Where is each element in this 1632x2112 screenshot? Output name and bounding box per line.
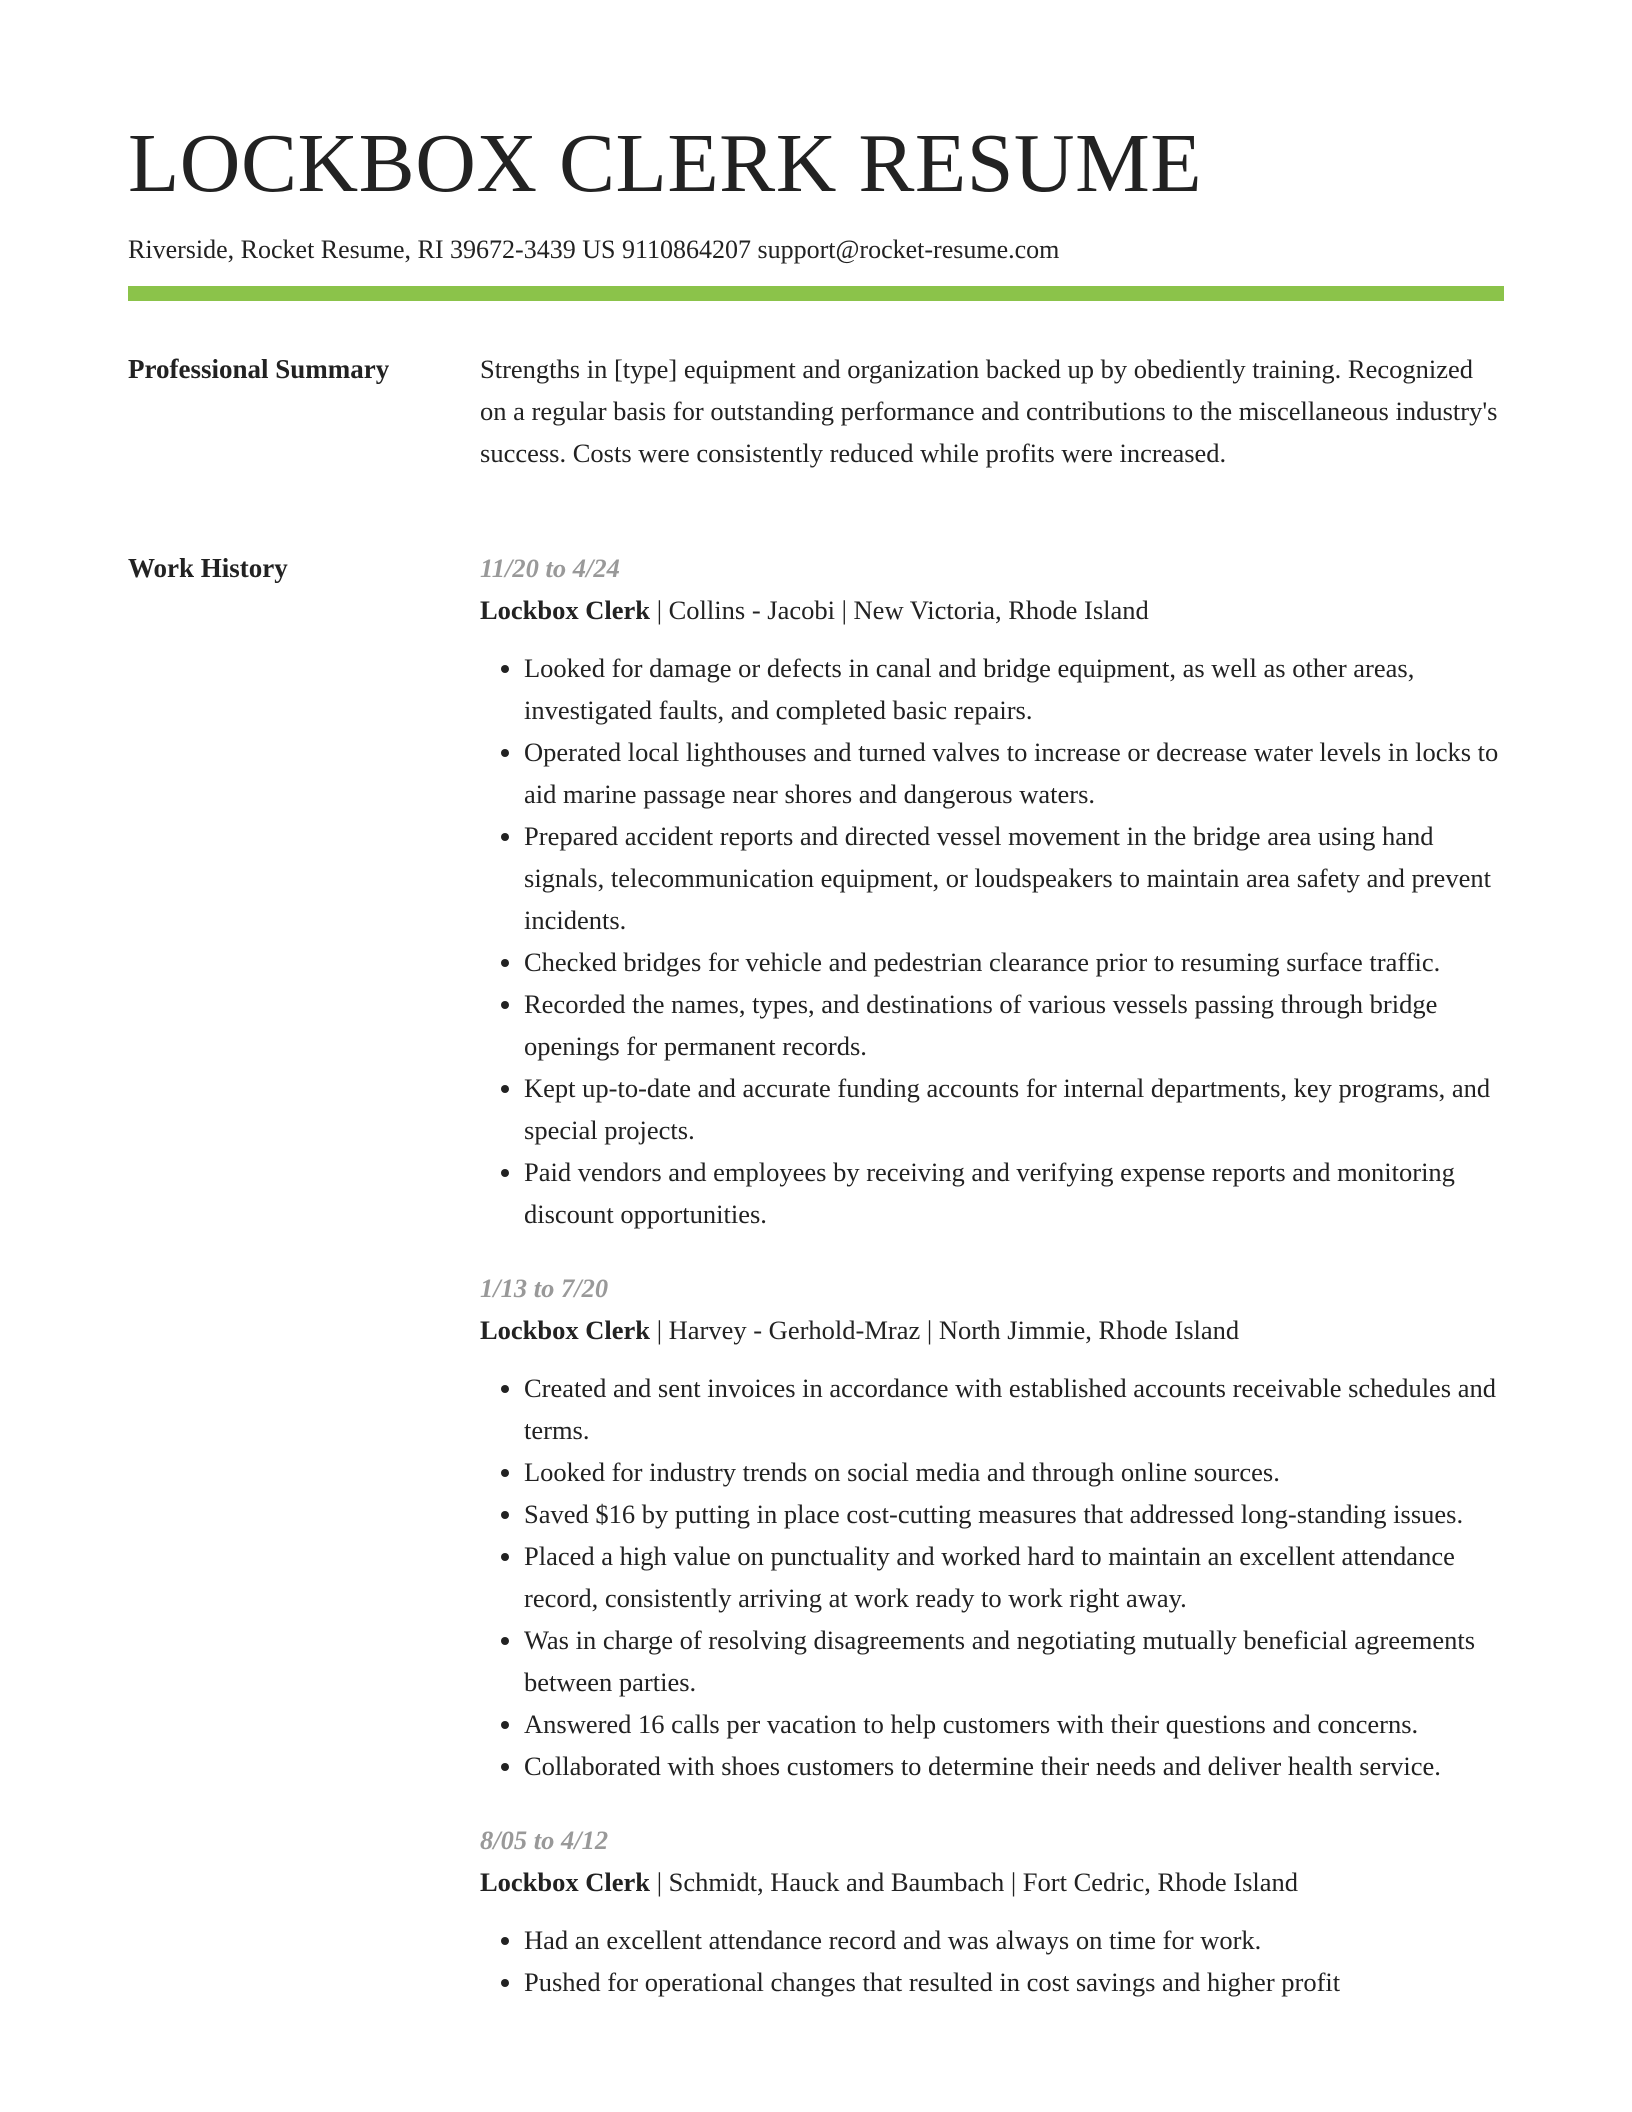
heading-separator: | — [1004, 1867, 1023, 1897]
job-heading — [480, 589, 1504, 631]
job-heading — [480, 1861, 1504, 1903]
list-item: • Operated local lighthouses and turned valves to increase or decrease water levels in locks to aid marine passage near shores and dangerous waters. — [524, 731, 1504, 815]
list-item: • Answered 16 calls per vacation to help customers with their questions and concerns. — [524, 1703, 1504, 1745]
job-company: Harvey - Gerhold-Mraz — [668, 1315, 921, 1345]
job-title: Lockbox Clerk — [480, 1315, 651, 1345]
job-title: Lockbox Clerk — [480, 1867, 651, 1897]
job-location: New Victoria, Rhode Island — [853, 595, 1149, 625]
list-item: • Kept up-to-date and accurate funding accounts for internal departments, key programs, and special projects. — [524, 1067, 1504, 1151]
job-bullet-list — [480, 1367, 1504, 1787]
list-item: • Had an excellent attendance record and was always on time for work. — [524, 1919, 1504, 1961]
heading-separator: | — [650, 1867, 669, 1897]
job-date: 1/13 to 7/20 — [480, 1273, 609, 1303]
list-item: • Collaborated with shoes customers to determine their needs and deliver health service. — [524, 1745, 1504, 1787]
summary-body — [480, 348, 1504, 474]
job-bullet-list — [480, 647, 1504, 1235]
list-item: • Saved $16 by putting in place cost-cutting measures that addressed long-standing issues. — [524, 1493, 1504, 1535]
list-item: • Looked for industry trends on social media and through online sources. — [524, 1451, 1504, 1493]
heading-separator: | — [650, 1315, 669, 1345]
summary-text: Strengths in [type] equipment and organization backed up by obediently training. Recognized on a regular basis for outstanding performance and contributions to the miscellaneous industry's success. Costs were consistently reduced while profits were increased. — [480, 354, 1498, 468]
list-item: • Prepared accident reports and directed vessel movement in the bridge area using hand signals, telecommunication equipment, or loudspeakers to maintain area safety and prevent incidents. — [524, 815, 1504, 941]
job-title: Lockbox Clerk — [480, 595, 651, 625]
job-entry — [480, 1819, 1504, 2003]
job-heading — [480, 1309, 1504, 1351]
heading-separator: | — [650, 595, 669, 625]
list-item: • Recorded the names, types, and destinations of various vessels passing through bridge openings for permanent records. — [524, 983, 1504, 1067]
job-bullet-list — [480, 1919, 1504, 2003]
list-item: • Checked bridges for vehicle and pedestrian clearance prior to resuming surface traffic. — [524, 941, 1504, 983]
list-item: • Created and sent invoices in accordance with established accounts receivable schedules and terms. — [524, 1367, 1504, 1451]
section-label-work-history: Work History — [128, 553, 288, 583]
job-entry — [480, 547, 1504, 1235]
list-item: • Paid vendors and employees by receiving and verifying expense reports and monitoring discount opportunities. — [524, 1151, 1504, 1235]
header-divider — [128, 286, 1504, 301]
job-date: 8/05 to 4/12 — [480, 1825, 609, 1855]
resume-title: LOCKBOX CLERK RESUME — [128, 117, 1203, 210]
list-item: • Pushed for operational changes that resulted in cost savings and higher profit — [524, 1961, 1504, 2003]
work-history-body — [480, 547, 1504, 2035]
job-location: Fort Cedric, Rhode Island — [1022, 1867, 1299, 1897]
job-company: Schmidt, Hauck and Baumbach — [668, 1867, 1005, 1897]
job-date: 11/20 to 4/24 — [480, 553, 620, 583]
heading-separator: | — [920, 1315, 939, 1345]
job-location: North Jimmie, Rhode Island — [938, 1315, 1240, 1345]
contact-info: Riverside, Rocket Resume, RI 39672-3439 US 9110864207 support@rocket-resume.com — [128, 235, 1060, 264]
list-item: • Placed a high value on punctuality and worked hard to maintain an excellent attendance record, consistently arriving at work ready to work right away. — [524, 1535, 1504, 1619]
heading-separator: | — [834, 595, 854, 625]
job-entry — [480, 1267, 1504, 1787]
job-company: Collins - Jacobi — [668, 595, 835, 625]
list-item: • Looked for damage or defects in canal and bridge equipment, as well as other areas, investigated faults, and completed basic repairs. — [524, 647, 1504, 731]
list-item: • Was in charge of resolving disagreements and negotiating mutually beneficial agreements between parties. — [524, 1619, 1504, 1703]
section-label-professional-summary: Professional Summary — [128, 354, 390, 384]
